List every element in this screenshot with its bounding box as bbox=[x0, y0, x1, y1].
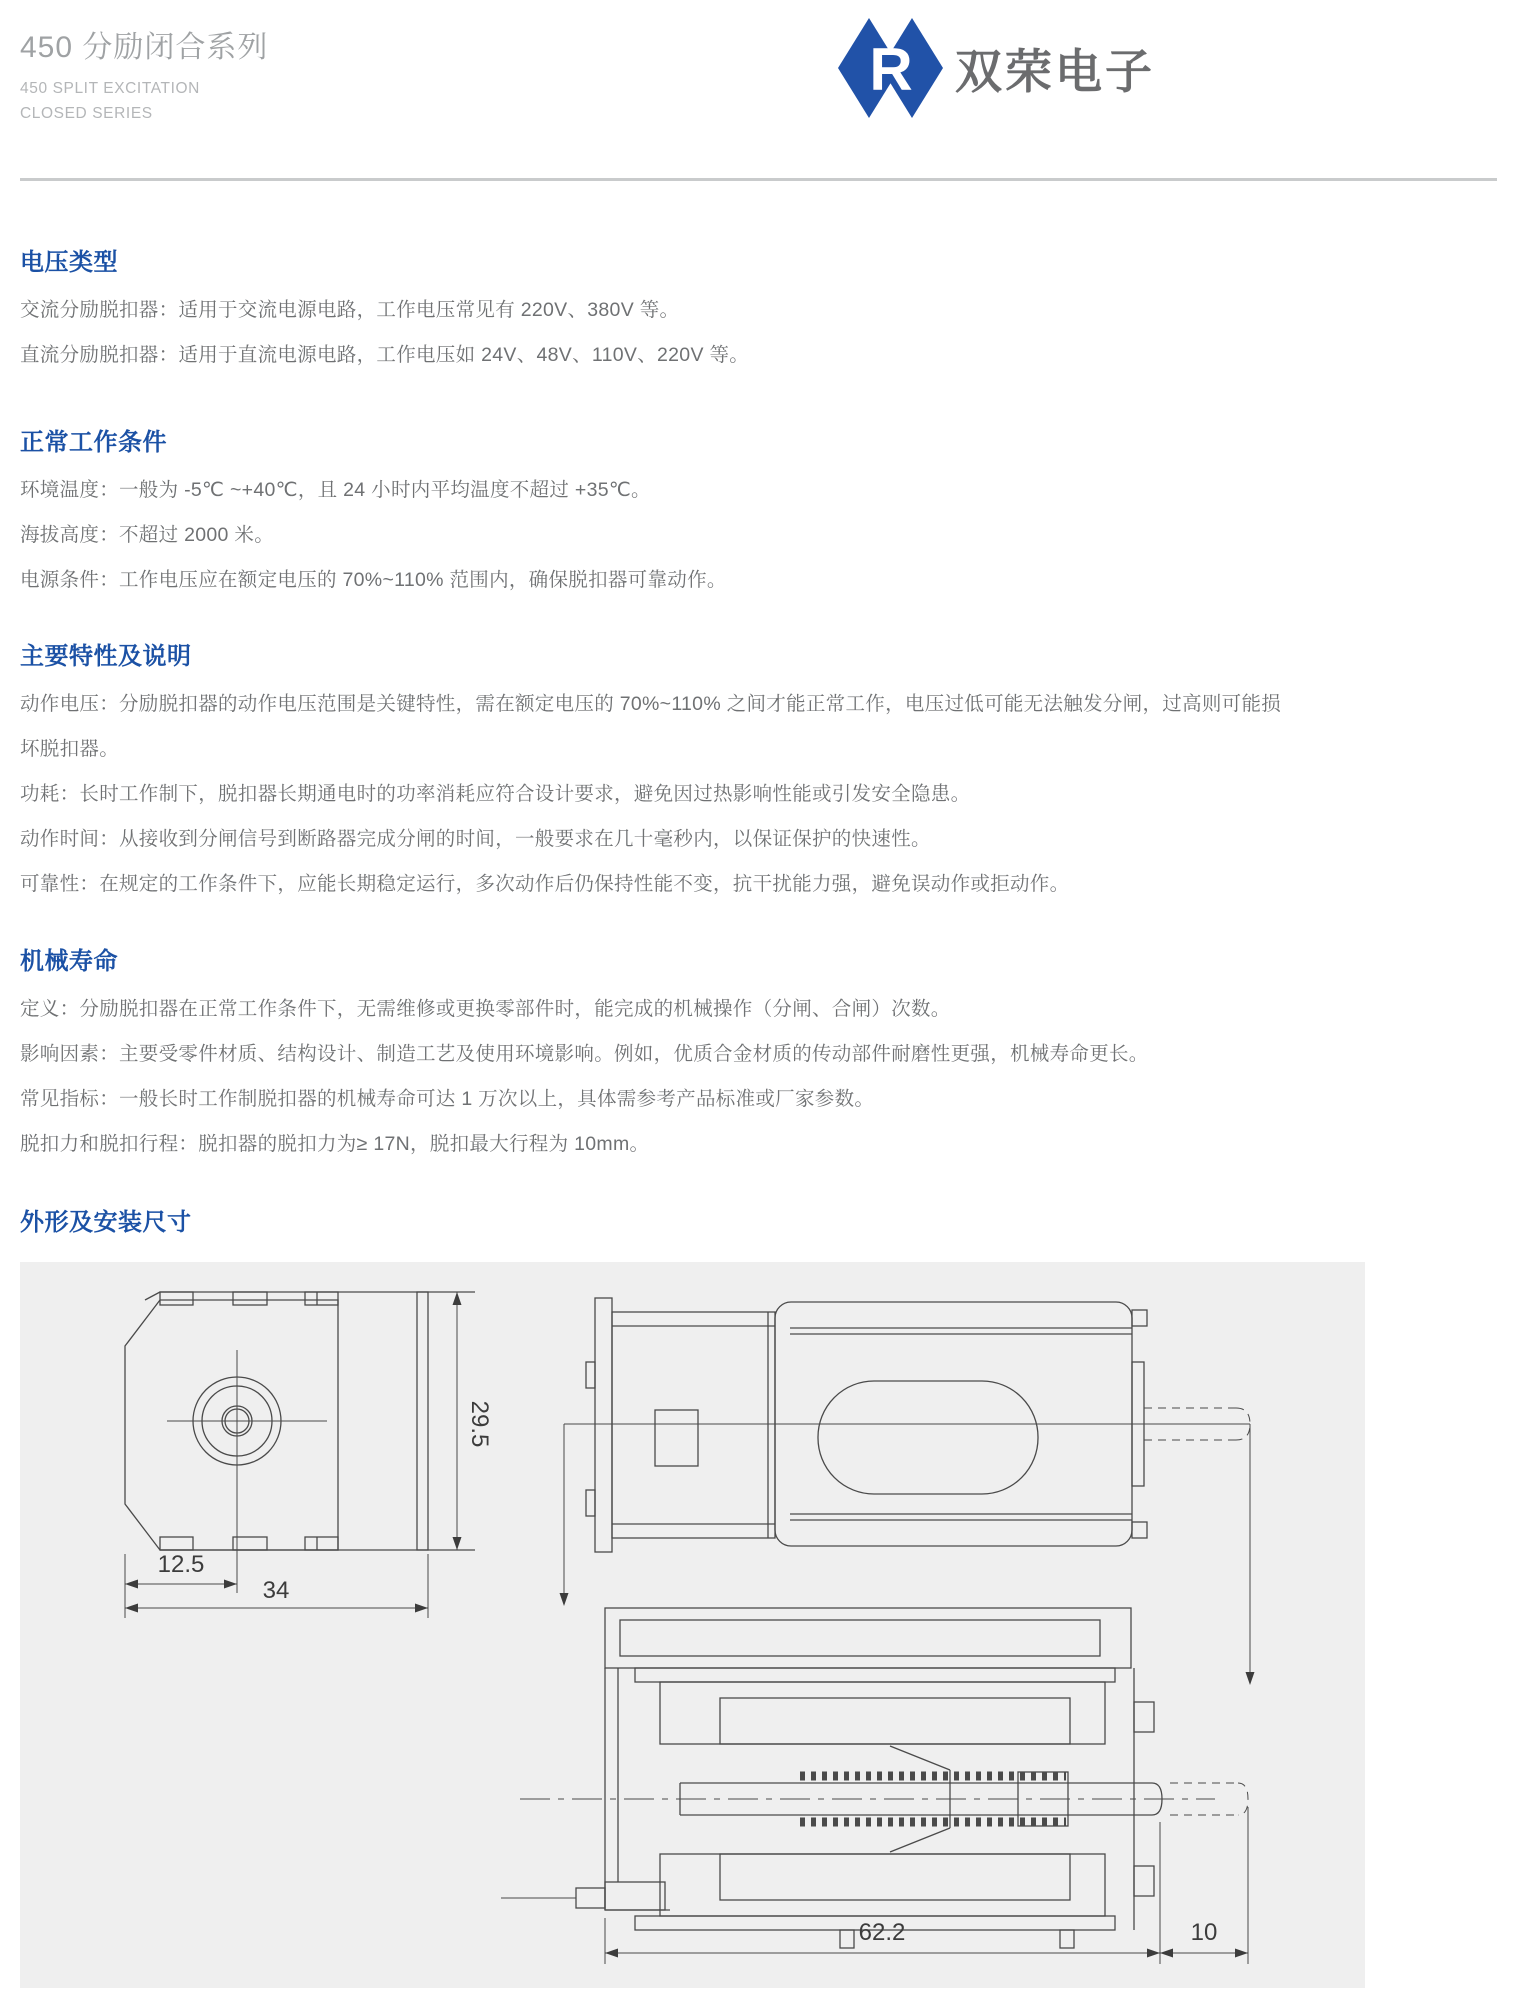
technical-drawing bbox=[20, 1262, 1365, 1988]
dim-front-height: 29.5 bbox=[466, 1400, 493, 1448]
drawing-section-view bbox=[501, 1608, 1248, 1964]
section-body-main-features bbox=[20, 682, 1290, 907]
section-heading-dimensions: 外形及安装尺寸 bbox=[20, 1209, 192, 1236]
section-heading-main-features: 主要特性及说明 bbox=[20, 643, 192, 670]
section-body-working-conditions bbox=[20, 468, 1290, 603]
spec-line: 功耗：长时工作制下，脱扣器长期通电时的功率消耗应符合设计要求，避免因过热影响性能或引发安全隐患。 bbox=[20, 783, 971, 805]
brand-logo-icon bbox=[838, 16, 943, 120]
page-subtitle bbox=[20, 76, 200, 126]
section-heading-mechanical-life: 机械寿命 bbox=[20, 948, 118, 975]
spec-line: 交流分励脱扣器：适用于交流电源电路，工作电压常见有 220V、380V 等。 bbox=[20, 299, 680, 321]
spec-line: 脱扣力和脱扣行程：脱扣器的脱扣力为≥ 17N，脱扣最大行程为 10mm。 bbox=[20, 1133, 650, 1155]
spec-line: 可靠性：在规定的工作条件下，应能长期稳定运行，多次动作后仍保持性能不变，抗干扰能力强，避免误动作或拒动作。 bbox=[20, 873, 1070, 895]
spec-line: 直流分励脱扣器：适用于直流电源电路，工作电压如 24V、48V、110V、220V 等。 bbox=[20, 344, 750, 366]
spec-line: 环境温度：一般为 -5℃ ~+40℃，且 24 小时内平均温度不超过 +35℃。 bbox=[20, 479, 651, 501]
spec-line: 常见指标：一般长时工作制脱扣器的机械寿命可达 1 万次以上，具体需参考产品标准或厂家参数。 bbox=[20, 1088, 875, 1110]
brand-name: 双荣电子 bbox=[955, 44, 1155, 98]
page-subtitle-line1: 450 SPLIT EXCITATION bbox=[20, 80, 200, 97]
section-heading-voltage-type: 电压类型 bbox=[20, 249, 118, 276]
header-divider bbox=[20, 178, 1497, 181]
page-title: 450 分励闭合系列 bbox=[20, 31, 269, 64]
spec-line: 动作电压：分励脱扣器的动作电压范围是关键特性，需在额定电压的 70%~110% 之间才能正常工作，电压过低可能无法触发分闸，过高则可能损坏脱扣器。 bbox=[20, 693, 1282, 760]
page-subtitle-line2: CLOSED SERIES bbox=[20, 105, 153, 122]
spec-line: 定义：分励脱扣器在正常工作条件下，无需维修或更换零部件时，能完成的机械操作（分闸、合闸）次数。 bbox=[20, 998, 951, 1020]
brand-logo-block bbox=[838, 16, 1155, 120]
section-body-voltage-type bbox=[20, 288, 1290, 378]
section-heading-working-conditions: 正常工作条件 bbox=[20, 429, 167, 456]
dim-body-length: 62.2 bbox=[858, 1919, 906, 1946]
drawing-side-view bbox=[560, 1298, 1255, 1685]
dim-front-width: 34 bbox=[262, 1577, 290, 1604]
drawing-front-view bbox=[125, 1292, 493, 1618]
spec-line: 海拔高度：不超过 2000 米。 bbox=[20, 524, 275, 546]
dim-front-hole-offset: 12.5 bbox=[157, 1551, 205, 1578]
dimension-drawing-panel bbox=[20, 1262, 1365, 1988]
spec-line: 影响因素：主要受零件材质、结构设计、制造工艺及使用环境影响。例如，优质合金材质的传动部件耐磨性更强，机械寿命更长。 bbox=[20, 1043, 1149, 1065]
spec-line: 电源条件：工作电压应在额定电压的 70%~110% 范围内，确保脱扣器可靠动作。 bbox=[20, 569, 727, 591]
brand-logo-letter: R bbox=[869, 36, 913, 103]
dim-plunger-stroke: 10 bbox=[1190, 1919, 1218, 1946]
section-body-mechanical-life bbox=[20, 987, 1290, 1167]
spec-line: 动作时间：从接收到分闸信号到断路器完成分闸的时间，一般要求在几十毫秒内，以保证保护的快速性。 bbox=[20, 828, 931, 850]
